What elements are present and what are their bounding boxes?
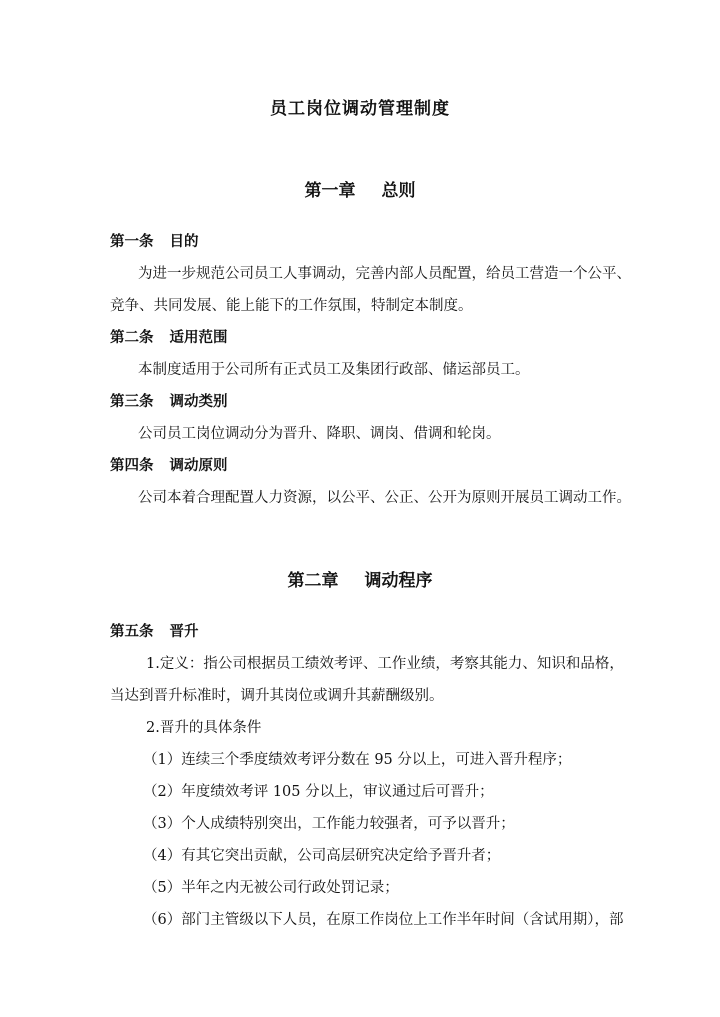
- paragraph-line: 当达到晋升标准时，调升其岗位或调升其薪酬级别。: [110, 688, 444, 704]
- paragraph-line: 公司本着合理配置人力资源，以公平、公正、公开为原则开展员工调动工作。: [138, 490, 631, 506]
- paragraph-line: 公司员工岗位调动分为晋升、降职、调岗、借调和轮岗。: [138, 426, 501, 442]
- article-name: 调动原则: [169, 457, 228, 474]
- article-number: 第四条: [110, 457, 154, 474]
- paragraph-line: 本制度适用于公司所有正式员工及集团行政部、储运部员工。: [138, 362, 530, 378]
- list-item: （1）连续三个季度绩效考评分数在 95 分以上，可进入晋升程序；: [143, 752, 572, 768]
- article-number: 第一条: [110, 233, 154, 250]
- list-item: （3）个人成绩特别突出，工作能力较强者，可予以晋升；: [143, 816, 515, 832]
- article-name: 晋升: [169, 623, 199, 640]
- article-heading: [110, 456, 228, 476]
- paragraph-line: 为进一步规范公司员工人事调动，完善内部人员配置，给员工营造一个公平、: [138, 266, 631, 282]
- list-heading: 2.晋升的具体条件: [146, 720, 262, 736]
- chapter-heading: [0, 566, 720, 591]
- chapter-heading: [0, 176, 720, 201]
- chapter-name: 总则: [381, 181, 416, 201]
- paragraph-line: 竞争、共同发展、能上能下的工作氛围，特制定本制度。: [110, 298, 473, 314]
- article-number: 第五条: [110, 623, 154, 640]
- list-item: （6）部门主管级以下人员，在原工作岗位上工作半年时间（含试用期），部: [143, 912, 624, 928]
- article-name: 目的: [169, 233, 199, 250]
- article-name: 适用范围: [169, 329, 228, 346]
- paragraph-line: 1.定义：指公司根据员工绩效考评、工作业绩，考察其能力、知识和品格，: [146, 656, 624, 672]
- chapter-number: 第二章: [287, 571, 339, 591]
- article-heading: [110, 232, 199, 252]
- article-number: 第三条: [110, 393, 154, 410]
- list-item: （2）年度绩效考评 105 分以上，审议通过后可晋升；: [143, 784, 494, 800]
- article-name: 调动类别: [169, 393, 228, 410]
- document-title: 员工岗位调动管理制度: [270, 99, 450, 119]
- list-item: （4）有其它突出贡献，公司高层研究决定给予晋升者；: [143, 848, 501, 864]
- chapter-name: 调动程序: [364, 571, 433, 591]
- chapter-number: 第一章: [304, 181, 356, 201]
- article-number: 第二条: [110, 329, 154, 346]
- article-heading: [110, 328, 228, 348]
- list-item: （5）半年之内无被公司行政处罚记录；: [143, 880, 399, 896]
- article-heading: [110, 392, 228, 412]
- article-heading: [110, 622, 199, 642]
